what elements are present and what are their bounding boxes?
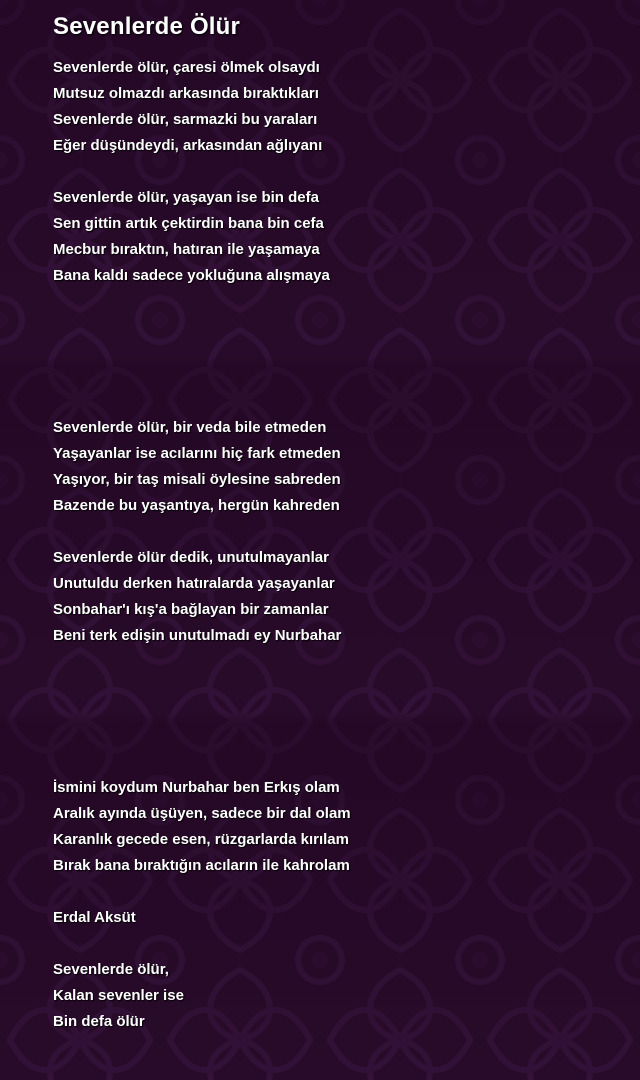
poem-line: Mecbur bıraktın, hatıran ile yaşamaya: [53, 241, 320, 258]
poem-line: Karanlık gecede esen, rüzgarlarda kırılam: [53, 831, 349, 848]
stanza-3: [53, 415, 640, 519]
poem-author: Erdal Aksüt: [53, 909, 136, 926]
poem-line: Bırak bana bıraktığın acıların ile kahrolam: [53, 857, 350, 874]
stanza-2: [53, 185, 640, 289]
poem-line: Sen gittin artık çektirdin bana bin cefa: [53, 215, 324, 232]
poem-line: Yaşıyor, bir taş misali öylesine sabreden: [53, 471, 341, 488]
poem-line: Sevenlerde ölür, bir veda bile etmeden: [53, 419, 327, 436]
stanza-5: [53, 775, 640, 879]
poem-title: Sevenlerde Ölür: [53, 13, 241, 40]
poem-line: Sevenlerde ölür,: [53, 961, 169, 978]
stanza-4: [53, 545, 640, 649]
poem-line: Bin defa ölür: [53, 1013, 145, 1030]
poem-line: Eğer düşündeydi, arkasından ağlıyanı: [53, 137, 323, 154]
poem-line: Sevenlerde ölür dedik, unutulmayanlar: [53, 549, 329, 566]
poem-line: Sonbahar'ı kış'a bağlayan bir zamanlar: [53, 601, 329, 618]
poem-line: Mutsuz olmazdı arkasında bıraktıkları: [53, 85, 319, 102]
poem-line: İsmini koydum Nurbahar ben Erkış olam: [53, 779, 340, 796]
poem-line: Beni terk edişin unutulmadı ey Nurbahar: [53, 627, 342, 644]
poem-line: Sevenlerde ölür, yaşayan ise bin defa: [53, 189, 319, 206]
stanza-1: [53, 55, 640, 159]
poem-closing: [53, 957, 640, 1035]
poem-line: Unutuldu derken hatıralarda yaşayanlar: [53, 575, 335, 592]
poem-line: Bazende bu yaşantıya, hergün kahreden: [53, 497, 340, 514]
poem-line: Kalan sevenler ise: [53, 987, 184, 1004]
poem-line: Sevenlerde ölür, sarmazki bu yaraları: [53, 111, 318, 128]
poem-line: Aralık ayında üşüyen, sadece bir dal olam: [53, 805, 351, 822]
poem-line: Yaşayanlar ise acılarını hiç fark etmeden: [53, 445, 341, 462]
poem-line: Sevenlerde ölür, çaresi ölmek olsaydı: [53, 59, 320, 76]
poem-line: Bana kaldı sadece yokluğuna alışmaya: [53, 267, 330, 284]
